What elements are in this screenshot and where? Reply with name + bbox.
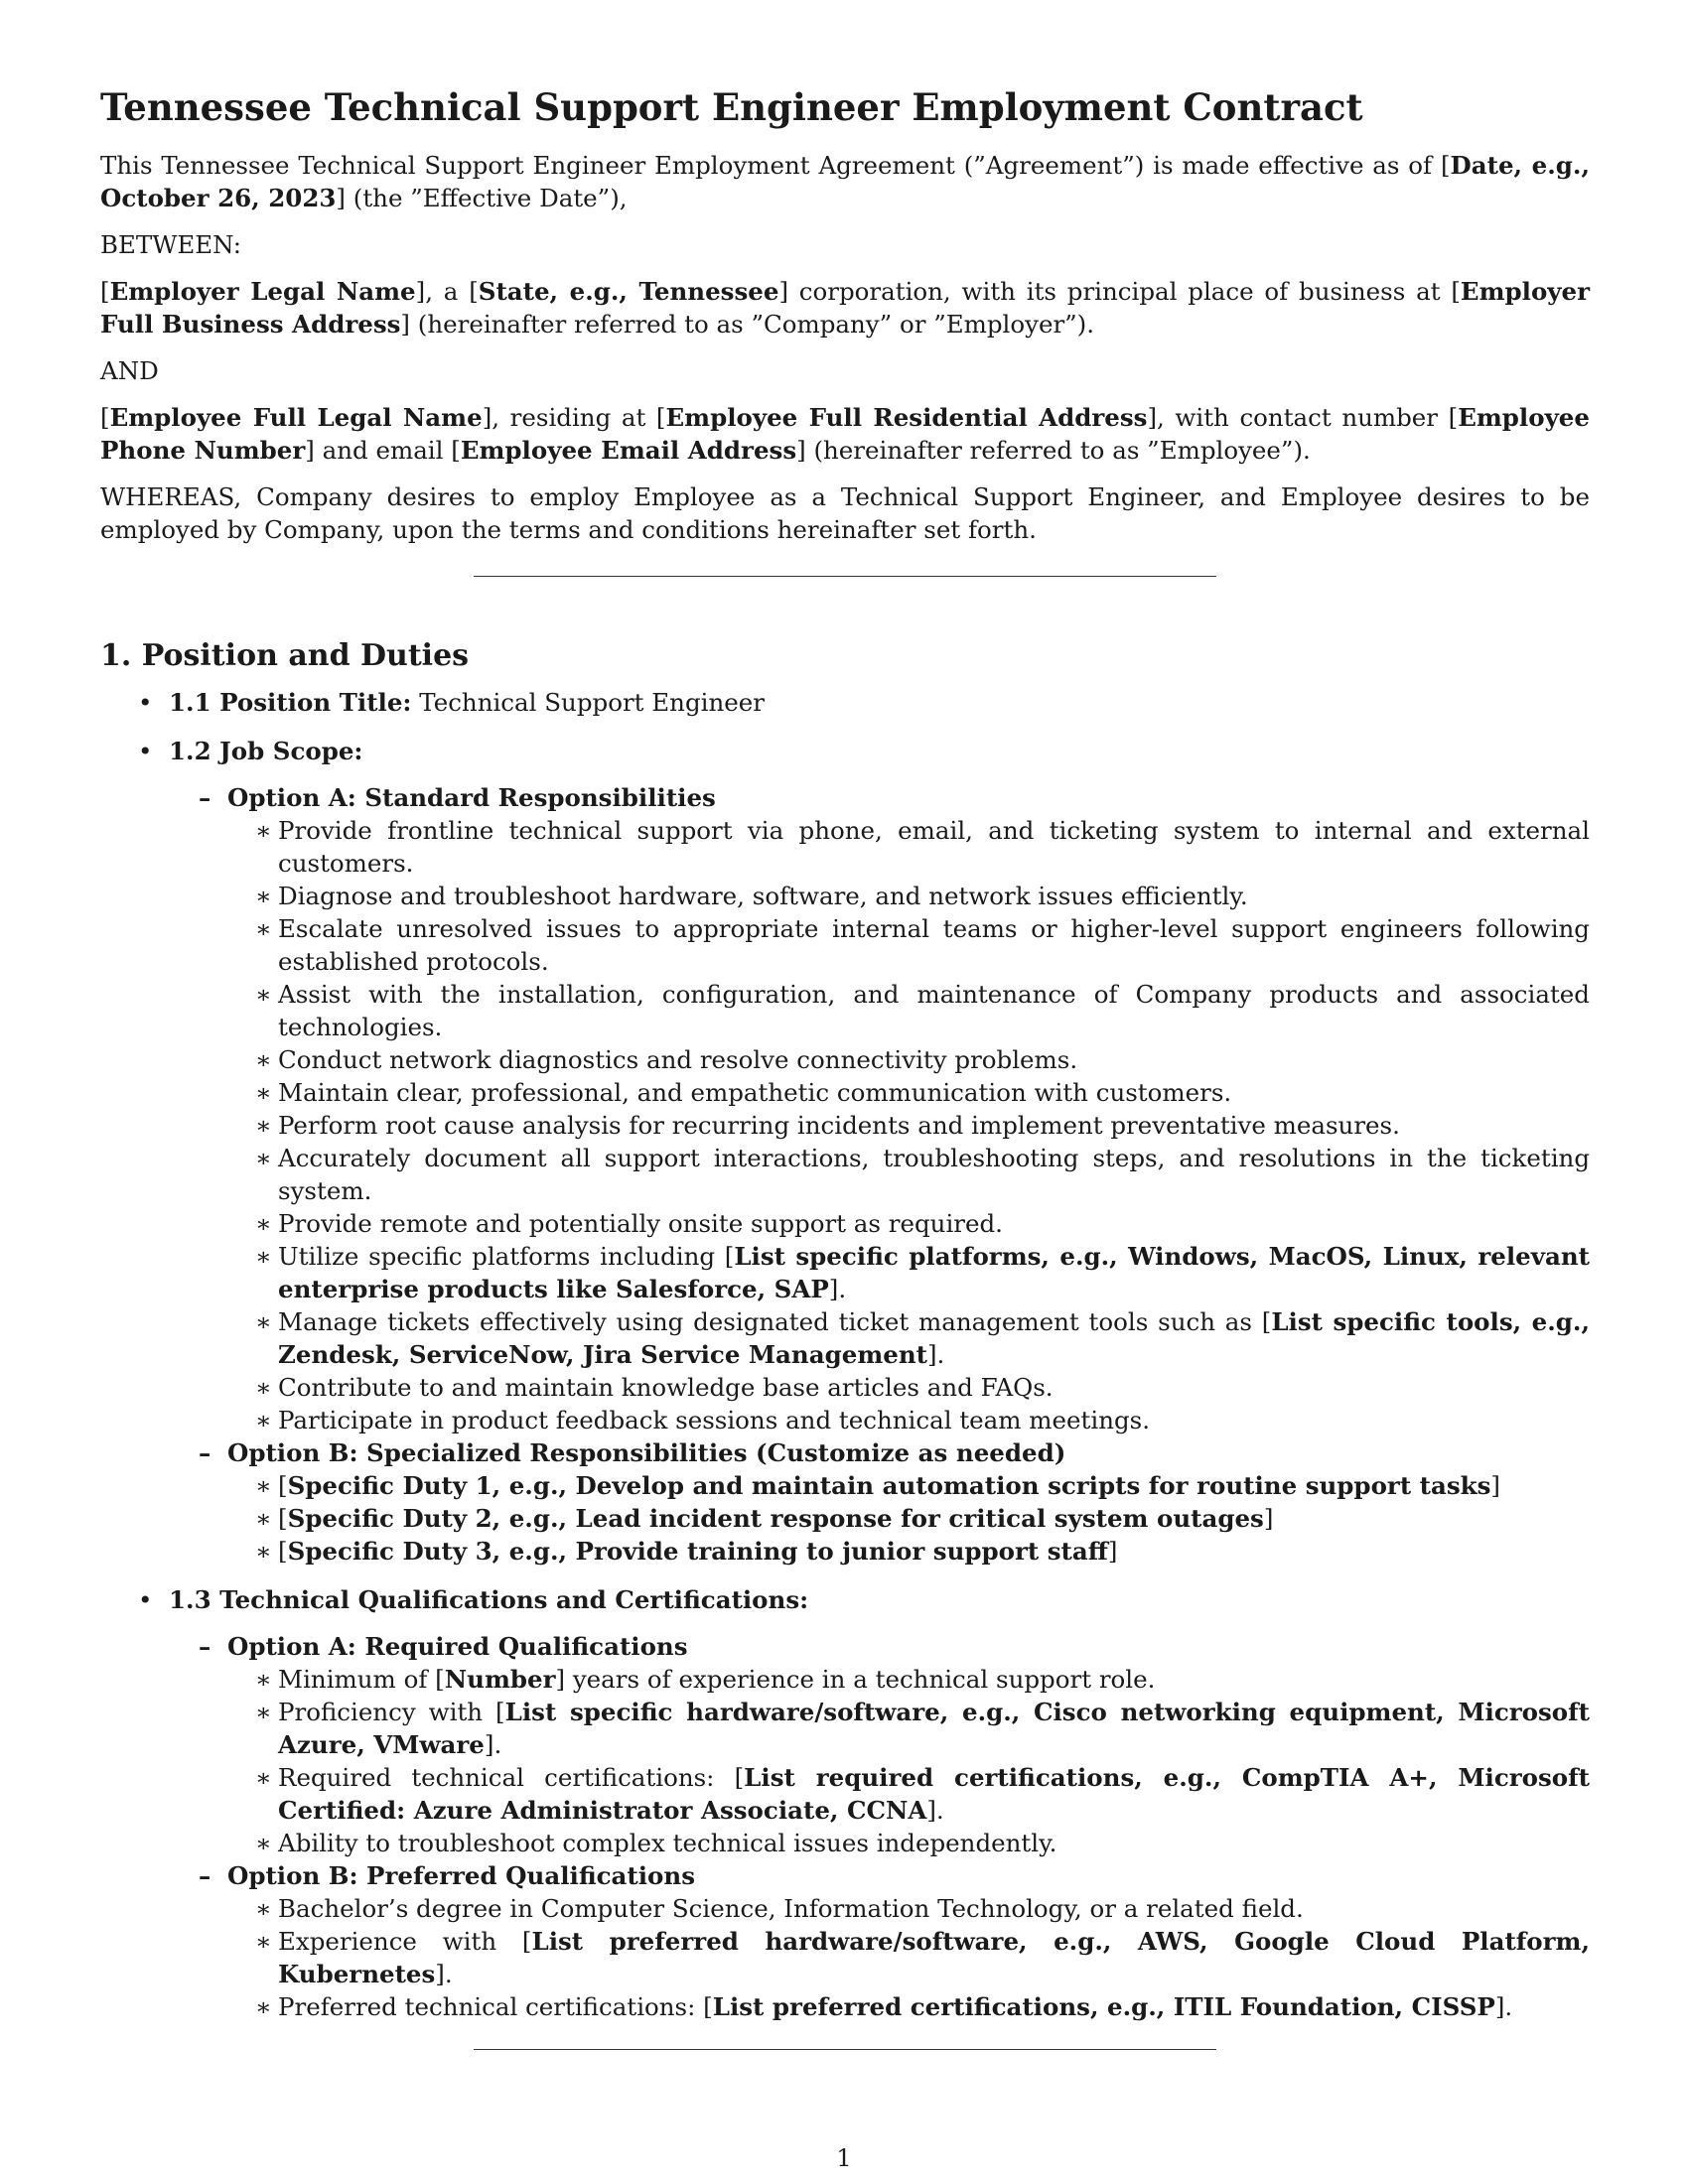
list-item: ∗ Required technical certifications: [List required certifications, e.g., CompTIA A+, Microsoft Certified: Azure Administrator Associate, CCNA]. [227,1761,1590,1827]
employer-name-placeholder: Employer Legal Name [109,277,416,306]
required-certs-placeholder: List required certifications, e.g., CompTIA A+, Microsoft Certified: Azure Administrator Associate, CCNA [278,1763,1590,1825]
list-item: ∗ Minimum of [Number] years of experience in a technical support role. [227,1663,1590,1696]
employer-address-placeholder: Employer Full Business Address [100,277,1591,339]
contract-page [100,85,1590,2110]
duty-placeholder: Specific Duty 2, e.g., Lead incident response for critical system outages [287,1504,1264,1533]
list-item: ∗ [Specific Duty 3, e.g., Provide training to junior support staff] [227,1535,1590,1568]
document-title: Tennessee Technical Support Engineer Employment Contract [100,85,1363,129]
section-divider [474,2049,1216,2050]
duty-placeholder: Specific Duty 3, e.g., Provide training to junior support staff [287,1537,1108,1566]
preferred-certs-placeholder: List preferred certifications, e.g., ITIL Foundation, CISSP [712,1992,1495,2021]
section-divider [474,576,1216,577]
platforms-placeholder: List specific platforms, e.g., Windows, MacOS, Linux, relevant enterprise products like Salesforce, SAP [278,1242,1590,1303]
list-item: ∗ [Specific Duty 1, e.g., Develop and maintain automation scripts for routine support tasks] [227,1469,1590,1502]
employer-paragraph: [Employer Legal Name], a [State, e.g., Tennessee] corporation, with its principal place of business at [Employer Full Business Address] (hereinafter referred to as ”Company” or ”Employer”). [100,277,1591,339]
intro-paragraph: This Tennessee Technical Support Engineer Employment Agreement (”Agreement”) is made effective as of [Date, e.g., October 26, 2023] (the ”Effective Date”), [100,151,1590,212]
hardware-software-placeholder: List specific hardware/software, e.g., Cisco networking equipment, Microsoft Azure, VMware [278,1698,1590,1759]
whereas-paragraph: WHEREAS, Company desires to employ Employee as a Technical Support Engineer, and Employee desires to be employed by Company, upon the terms and conditions hereinafter set forth. [100,482,1590,544]
list-item: ∗ Accurately document all support interactions, troubleshooting steps, and resolutions in the ticketing system. [227,1142,1590,1207]
list-item: ∗ Proficiency with [List specific hardware/software, e.g., Cisco networking equipment, Microsoft Azure, VMware]. [227,1696,1590,1761]
employee-name-placeholder: Employee Full Legal Name [109,403,483,432]
list-item: ∗ Assist with the installation, configuration, and maintenance of Company products and associated technologies. [227,978,1590,1043]
list-item: ∗ Experience with [List preferred hardware/software, e.g., AWS, Google Cloud Platform, Kubernetes]. [227,1925,1590,1990]
list-item: ∗ Preferred technical certifications: [List preferred certifications, e.g., ITIL Foundation, CISSP]. [227,1990,1590,2023]
employee-address-placeholder: Employee Full Residential Address [665,403,1148,432]
page-number: 1 [836,2144,852,2172]
list-item: ∗ Diagnose and troubleshoot hardware, software, and network issues efficiently. [227,880,1590,912]
list-item: ∗ Ability to troubleshoot complex technical issues independently. [227,1827,1590,1859]
list-item: ∗ Manage tickets effectively using designated ticket management tools such as [List specific tools, e.g., Zendesk, ServiceNow, Jira Service Management]. [227,1305,1590,1371]
years-placeholder: Number [444,1665,556,1694]
option-b-responsibilities: – Option B: Specialized Responsibilities (Customize as needed) ∗ [Specific Duty 1, e.g., Develop and maintain automation scripts for routine support tasks] ∗ [Specific Duty 2, e.g., Lead incident response for critical system outages] ∗ [Specific Duty 3, e.g., Provide training to junior support staff] [169,1436,1590,1568]
list-item: ∗ Participate in product feedback sessions and technical team meetings. [227,1404,1590,1436]
list-item: ∗ Provide remote and potentially onsite support as required. [227,1207,1590,1240]
list-item: ∗ Maintain clear, professional, and empathetic communication with customers. [227,1076,1590,1109]
list-item: ∗ [Specific Duty 2, e.g., Lead incident response for critical system outages] [227,1502,1590,1535]
employee-email-placeholder: Employee Email Address [460,436,797,465]
effective-date-placeholder: Date, e.g., October 26, 2023 [100,151,1590,212]
tools-placeholder: List specific tools, e.g., Zendesk, ServiceNow, Jira Service Management [278,1307,1590,1369]
between-label: BETWEEN: [100,230,241,259]
job-scope-item: • 1.2 Job Scope: – Option A: Standard Responsibilities ∗ Provide frontline technical support via phone, email, and ticketing system to internal and external customers. ∗ Diagnose and troubleshoot hardware, software, and network issues efficiently. ∗ Escalate unresolved issues to appropriate internal teams or higher-level support engineers following established protocols. ∗ Assist with the installation, configuration, and maintenance of Company products and associated technologies. ∗ Conduct network diagnostics and resolve connectivity problems. ∗ Maintain clear, professional, and empathetic communication with customers. ∗ Perform root cause analysis for recurring incidents and implement preventative measures. ∗ Accurately document all support interactions, troubleshooting steps, and resolutions in the ticketing system. ∗ Provide remote and potentially onsite support as required. ∗ Utilize specific platforms including [List specific platforms, e.g., Windows, MacOS, Linux, relevant enterprise products like Salesforce, SAP]. ∗ Manage tickets effectively using designated ticket management tools such as [List specific tools, e.g., Zendesk, ServiceNow, Jira Service Management]. ∗ Contribute to and maintain knowledge base articles and FAQs. ∗ Participate in product feedback sessions and technical team meetings. – Option B: Specialized Responsibilities (Customize as needed) ∗ [Specific Duty 1, e.g., Develop and maintain automation scripts for routine support tasks] ∗ [Specific Duty 2, e.g., Lead incident response for critical system outages] ∗ [Specific Duty 3, e.g., Provide training to junior support staff] [100,735,1590,1568]
option-b-qualifications: – Option B: Preferred Qualifications ∗ Bachelor’s degree in Computer Science, Information Technology, or a related field. ∗ Experience with [List preferred hardware/software, e.g., AWS, Google Cloud Platform, Kubernetes]. ∗ Preferred technical certifications: [List preferred certifications, e.g., ITIL Foundation, CISSP]. [169,1859,1590,2023]
employee-phone-placeholder: Employee Phone Number [100,403,1590,465]
section-1-list [100,686,1590,2023]
preferred-hardware-placeholder: List preferred hardware/software, e.g., AWS, Google Cloud Platform, Kubernetes [278,1927,1591,1988]
list-item: ∗ Provide frontline technical support via phone, email, and ticketing system to internal and external customers. [227,814,1590,880]
employer-state-placeholder: State, e.g., Tennessee [478,277,779,306]
list-item: ∗ Contribute to and maintain knowledge base articles and FAQs. [227,1371,1590,1404]
list-item: ∗ Escalate unresolved issues to appropriate internal teams or higher-level support engineers following established protocols. [227,912,1590,978]
list-item: ∗ Utilize specific platforms including [List specific platforms, e.g., Windows, MacOS, Linux, relevant enterprise products like Salesforce, SAP]. [227,1240,1590,1305]
and-label: AND [100,356,159,385]
list-item: ∗ Perform root cause analysis for recurring incidents and implement preventative measures. [227,1109,1590,1142]
list-item: ∗ Bachelor’s degree in Computer Science, Information Technology, or a related field. [227,1892,1590,1925]
option-a-qualifications: – Option A: Required Qualifications ∗ Minimum of [Number] years of experience in a technical support role. ∗ Proficiency with [List specific hardware/software, e.g., Cisco networking equipment, Microsoft Azure, VMware]. ∗ Required technical certifications: [List required certifications, e.g., CompTIA A+, Microsoft Certified: Azure Administrator Associate, CCNA]. ∗ Ability to troubleshoot complex technical issues independently. [169,1630,1590,1859]
option-a-responsibilities: – Option A: Standard Responsibilities ∗ Provide frontline technical support via phone, email, and ticketing system to internal and external customers. ∗ Diagnose and troubleshoot hardware, software, and network issues efficiently. ∗ Escalate unresolved issues to appropriate internal teams or higher-level support engineers following established protocols. ∗ Assist with the installation, configuration, and maintenance of Company products and associated technologies. ∗ Conduct network diagnostics and resolve connectivity problems. ∗ Maintain clear, professional, and empathetic communication with customers. ∗ Perform root cause analysis for recurring incidents and implement preventative measures. ∗ Accurately document all support interactions, troubleshooting steps, and resolutions in the ticketing system. ∗ Provide remote and potentially onsite support as required. ∗ Utilize specific platforms including [List specific platforms, e.g., Windows, MacOS, Linux, relevant enterprise products like Salesforce, SAP]. ∗ Manage tickets effectively using designated ticket management tools such as [List specific tools, e.g., Zendesk, ServiceNow, Jira Service Management]. ∗ Contribute to and maintain knowledge base articles and FAQs. ∗ Participate in product feedback sessions and technical team meetings. [169,781,1590,1436]
qualifications-item: • 1.3 Technical Qualifications and Certifications: – Option A: Required Qualifications ∗ Minimum of [Number] years of experience in a technical support role. ∗ Proficiency with [List specific hardware/software, e.g., Cisco networking equipment, Microsoft Azure, VMware]. ∗ Required technical certifications: [List required certifications, e.g., CompTIA A+, Microsoft Certified: Azure Administrator Associate, CCNA]. ∗ Ability to troubleshoot complex technical issues independently. – Option B: Preferred Qualifications ∗ Bachelor’s degree in Computer Science, Information Technology, or a related field. ∗ Experience with [List preferred hardware/software, e.g., AWS, Google Cloud Platform, Kubernetes]. ∗ Preferred technical certifications: [List preferred certifications, e.g., ITIL Foundation, CISSP]. [100,1583,1590,2023]
duty-placeholder: Specific Duty 1, e.g., Develop and maintain automation scripts for routine support tasks [287,1471,1491,1500]
employee-paragraph: [Employee Full Legal Name], residing at [Employee Full Residential Address], with contact number [Employee Phone Number] and email [Employee Email Address] (hereinafter referred to as ”Employee”). [100,403,1590,465]
position-title-item: • 1.1 Position Title: Technical Support Engineer [100,686,1590,719]
section-heading: 1. Position and Duties [100,638,470,673]
list-item: ∗ Conduct network diagnostics and resolve connectivity problems. [227,1043,1590,1076]
